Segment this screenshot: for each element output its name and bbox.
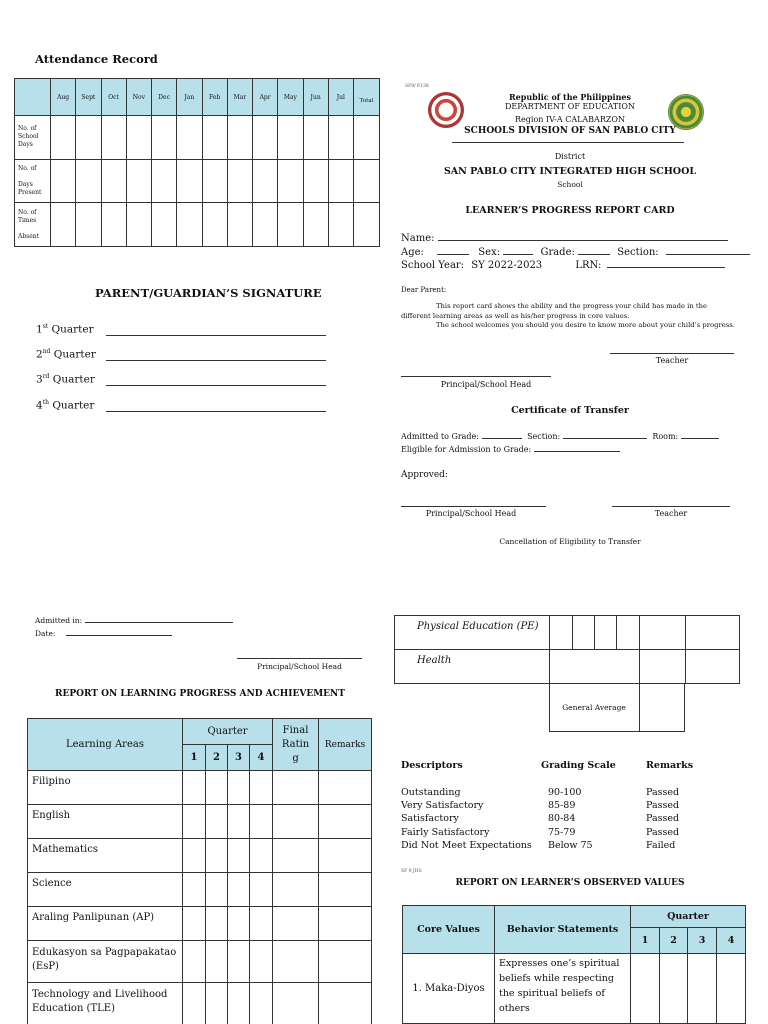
teacher-signature-field[interactable] — [612, 506, 730, 507]
remarks-cell[interactable] — [319, 839, 372, 873]
grade-cell[interactable] — [183, 805, 206, 839]
admitted-grade-field[interactable] — [482, 432, 522, 439]
signature-field[interactable] — [106, 403, 326, 412]
principal-label: Principal/School Head — [425, 509, 517, 518]
attendance-cell[interactable] — [227, 203, 252, 247]
observed-header-row — [403, 906, 746, 928]
grade-cell[interactable] — [183, 839, 206, 873]
admitted-in-field[interactable] — [85, 616, 233, 623]
learning-area-name: Edukasyon sa Pagpapakatao (EsP) — [28, 941, 183, 983]
scale: Below 75 — [548, 840, 593, 851]
learning-area-name: Technology and Livelihood Education (TLE) — [28, 983, 183, 1024]
attendance-cell[interactable] — [126, 159, 151, 203]
grade-cell[interactable] — [183, 941, 206, 983]
descriptors-header: Descriptors — [401, 760, 463, 771]
quarter-number: 1 — [183, 745, 206, 771]
principal-label: Principal/School Head — [440, 380, 532, 389]
attendance-cell[interactable] — [278, 203, 303, 247]
attendance-cell[interactable] — [76, 203, 101, 247]
school-name: SAN PABLO CITY INTEGRATED HIGH SCHOOL — [443, 166, 697, 177]
quarter-number: 2 — [206, 745, 228, 771]
attendance-cell[interactable] — [126, 116, 151, 160]
school-seal-icon — [668, 94, 704, 130]
remarks-cell[interactable] — [319, 873, 372, 907]
month-header: Aug — [51, 79, 76, 116]
final-rating-cell[interactable] — [273, 771, 319, 805]
department-heading: DEPARTMENT OF EDUCATION — [505, 102, 635, 111]
principal-signature-field[interactable] — [237, 658, 362, 659]
attendance-cell[interactable] — [76, 159, 101, 203]
row-label-line: Days — [18, 141, 33, 149]
descriptor: Outstanding — [401, 787, 461, 798]
observed-values-title: REPORT ON LEARNER’S OBSERVED VALUES — [455, 878, 685, 888]
table-row — [28, 907, 372, 941]
learning-area-name: Physical Education (PE) — [395, 616, 550, 650]
scale: 80-84 — [548, 813, 576, 824]
learning-areas-table-continued — [394, 615, 740, 684]
table-row — [395, 616, 740, 650]
final-rating-cell[interactable] — [273, 805, 319, 839]
grade-cell[interactable] — [595, 616, 617, 650]
row-label-line: Absent — [18, 232, 40, 240]
quarter-number: 4 — [250, 745, 273, 771]
final-rating-cell[interactable] — [640, 616, 686, 650]
general-average-label: General Average — [562, 703, 626, 712]
row-label-line — [18, 225, 50, 233]
grade-cell[interactable] — [183, 907, 206, 941]
grade-field[interactable] — [578, 246, 610, 255]
scale-remarks: Passed — [646, 827, 680, 838]
cancellation-heading: Cancellation of Eligibility to Transfer — [499, 537, 641, 546]
attendance-cell[interactable] — [76, 116, 101, 160]
attendance-cell[interactable] — [51, 159, 76, 203]
learning-area-name: Mathematics — [28, 839, 183, 873]
attendance-cell[interactable] — [152, 116, 177, 160]
grade-cell[interactable] — [206, 873, 228, 907]
date-row — [35, 629, 172, 638]
scale: 75-79 — [548, 827, 576, 838]
form-code: SF9/ F138 — [405, 84, 429, 89]
transfer-section-field[interactable] — [563, 432, 647, 439]
learning-areas-table — [27, 718, 372, 1024]
remarks-cell[interactable] — [319, 983, 372, 1024]
learning-area-name: English — [28, 805, 183, 839]
district-field[interactable] — [452, 142, 684, 143]
row-label — [15, 159, 51, 203]
attendance-cell[interactable] — [253, 116, 278, 160]
grade-cell[interactable] — [206, 907, 228, 941]
grade-cell[interactable] — [228, 941, 250, 983]
final-rating-cell[interactable] — [273, 839, 319, 873]
final-rating-header: Final Ratin g — [273, 719, 319, 771]
school-label: School — [557, 180, 583, 189]
row-label — [15, 116, 51, 160]
total-header: Total — [354, 79, 380, 116]
principal-signature-field[interactable] — [401, 506, 546, 507]
scale-remarks: Passed — [646, 800, 680, 811]
grade-cell[interactable] — [250, 805, 273, 839]
attendance-cell[interactable] — [177, 203, 202, 247]
attendance-title: Attendance Record — [35, 52, 158, 66]
room-label: Room: — [652, 432, 679, 441]
remarks-cell[interactable] — [319, 941, 372, 983]
transfer-section-label: Section: — [527, 432, 561, 441]
grade-cell[interactable] — [228, 805, 250, 839]
attendance-cell[interactable] — [152, 203, 177, 247]
attendance-total-cell[interactable] — [354, 116, 380, 160]
quarter-number: 4 — [717, 928, 746, 954]
room-field[interactable] — [681, 432, 719, 439]
form-code: SF 9 JHS — [401, 869, 422, 874]
scale: 90-100 — [548, 787, 582, 798]
grade-cell[interactable] — [228, 907, 250, 941]
division-seal-icon — [428, 92, 464, 128]
learning-area-name: Filipino — [28, 771, 183, 805]
parent-signature-title: PARENT/GUARDIAN’S SIGNATURE — [95, 286, 322, 300]
grade-cell[interactable] — [228, 771, 250, 805]
learning-progress-title: REPORT ON LEARNING PROGRESS AND ACHIEVEMENT — [55, 689, 345, 699]
attendance-cell[interactable] — [101, 203, 126, 247]
quarter-signature-line — [36, 348, 326, 361]
core-value: 1. Maka-Diyos — [403, 954, 495, 1024]
lrn-field[interactable] — [607, 259, 725, 268]
grade-cell[interactable] — [228, 839, 250, 873]
eligible-label: Eligible for Admission to Grade: — [401, 445, 532, 454]
quarter-header: Quarter — [631, 906, 746, 928]
quarter-header: Quarter — [183, 719, 273, 745]
core-values-header: Core Values — [403, 906, 495, 954]
attendance-cell[interactable] — [303, 116, 328, 160]
attendance-cell[interactable] — [328, 159, 353, 203]
descriptor: Did Not Meet Expectations — [401, 840, 532, 851]
section-field[interactable] — [666, 246, 750, 255]
principal-signature-field[interactable] — [401, 376, 551, 377]
quarter-signature-line — [36, 373, 326, 386]
lrn-label: LRN: — [575, 260, 602, 271]
admitted-in-label: Admitted in: — [35, 616, 83, 625]
general-average-divider — [639, 683, 640, 732]
month-header: Dec — [152, 79, 177, 116]
school-year-row — [401, 259, 725, 271]
month-header: Nov — [126, 79, 151, 116]
table-row — [395, 650, 740, 684]
grading-scale-header: Grading Scale — [541, 760, 616, 771]
learning-area-name: Science — [28, 873, 183, 907]
descriptor: Satisfactory — [401, 813, 459, 824]
teacher-label: Teacher — [654, 509, 688, 518]
attendance-cell[interactable] — [177, 159, 202, 203]
scale-remarks: Passed — [646, 813, 680, 824]
row-label-line — [18, 173, 50, 181]
attendance-cell[interactable] — [152, 159, 177, 203]
row-label-line: No. of — [18, 125, 37, 133]
table-row — [28, 941, 372, 983]
quarter-label: 4th Quarter — [36, 399, 95, 412]
grade-cell[interactable] — [250, 839, 273, 873]
table-row — [28, 983, 372, 1024]
table-row — [28, 805, 372, 839]
attendance-total-cell[interactable] — [354, 203, 380, 247]
attendance-cell[interactable] — [227, 116, 252, 160]
descriptor: Fairly Satisfactory — [401, 827, 490, 838]
grade-cell[interactable] — [250, 771, 273, 805]
attendance-row-school-days — [15, 116, 380, 160]
admitted-to-grade-row — [401, 432, 719, 441]
attendance-cell[interactable] — [253, 159, 278, 203]
grade-cell[interactable] — [250, 941, 273, 983]
scale: 85-89 — [548, 800, 576, 811]
admitted-in-row — [35, 616, 233, 625]
grade-cell[interactable] — [250, 873, 273, 907]
grade-cell[interactable] — [206, 805, 228, 839]
behavior-statements-header: Behavior Statements — [495, 906, 631, 954]
learning-areas-header: Learning Areas — [28, 719, 183, 771]
letter-paragraph: The school welcomes you should you desire to know more about your child’s progress. — [436, 321, 735, 330]
quarter-label: 1st Quarter — [36, 323, 94, 336]
eligible-row — [401, 445, 620, 454]
attendance-corner-cell — [15, 79, 51, 116]
attendance-cell[interactable] — [101, 116, 126, 160]
attendance-cell[interactable] — [51, 116, 76, 160]
observed-values-table — [402, 905, 746, 1024]
section-label: Section: — [617, 247, 659, 258]
letter-paragraph: This report card shows the ability and the progress your child has made in the different learning areas as well as his/her progress in core values. — [401, 302, 707, 320]
row-label-line: Times — [18, 216, 37, 224]
attendance-cell[interactable] — [303, 203, 328, 247]
quarter-signature-line — [36, 399, 326, 412]
remarks-cell[interactable] — [686, 650, 740, 684]
attendance-cell[interactable] — [177, 116, 202, 160]
age-label: Age: — [401, 247, 424, 258]
attendance-cell[interactable] — [202, 159, 227, 203]
month-header: Jul — [328, 79, 353, 116]
attendance-row-times-absent — [15, 203, 380, 247]
rating-cell[interactable] — [688, 954, 717, 1024]
final-rating-cell[interactable] — [273, 907, 319, 941]
attendance-total-cell[interactable] — [354, 159, 380, 203]
grade-cell[interactable] — [573, 616, 595, 650]
scale-remarks: Passed — [646, 787, 680, 798]
quarter-number: 2 — [660, 928, 688, 954]
month-header: May — [278, 79, 303, 116]
attendance-cell[interactable] — [101, 159, 126, 203]
remarks-cell[interactable] — [686, 616, 740, 650]
learning-area-name: Araling Panlipunan (AP) — [28, 907, 183, 941]
table-row — [28, 839, 372, 873]
quarter-number: 1 — [631, 928, 660, 954]
attendance-cell[interactable] — [328, 203, 353, 247]
rating-cell[interactable] — [717, 954, 746, 1024]
teacher-label: Teacher — [655, 356, 689, 365]
admitted-grade-label: Admitted to Grade: — [401, 432, 479, 441]
republic-heading: Republic of the Philippines — [508, 92, 631, 102]
signature-field[interactable] — [106, 327, 326, 336]
month-header: Jun — [303, 79, 328, 116]
quarter-number: 3 — [228, 745, 250, 771]
quarter-signature-line — [36, 323, 326, 336]
grade-cell[interactable] — [206, 941, 228, 983]
month-header: Mar — [227, 79, 252, 116]
final-rating-cell[interactable] — [273, 873, 319, 907]
report-card-title: LEARNER’S PROGRESS REPORT CARD — [465, 205, 675, 216]
rating-cell[interactable] — [660, 954, 688, 1024]
signature-field[interactable] — [106, 352, 326, 361]
grade-cell[interactable] — [183, 873, 206, 907]
name-field[interactable] — [438, 232, 728, 241]
table-row — [403, 954, 746, 1024]
scale-remarks: Failed — [646, 840, 676, 851]
name-row — [401, 232, 728, 244]
grade-cell[interactable] — [206, 983, 228, 1024]
month-header: Sept — [76, 79, 101, 116]
quarter-number: 3 — [688, 928, 717, 954]
region-heading: Region IV-A CALABARZON — [515, 115, 625, 124]
sex-label: Sex: — [478, 247, 501, 258]
row-label-line: School — [18, 133, 39, 141]
attendance-cell[interactable] — [227, 159, 252, 203]
sex-field[interactable] — [503, 246, 533, 255]
attendance-cell[interactable] — [278, 116, 303, 160]
school-year-value: SY 2022-2023 — [471, 260, 543, 271]
eligible-field[interactable] — [534, 445, 620, 452]
learning-area-name: Health — [395, 650, 550, 684]
attendance-row-days-present — [15, 159, 380, 203]
grade-cell[interactable] — [250, 907, 273, 941]
grade-label: Grade: — [540, 247, 575, 258]
row-label-line: Days — [18, 180, 33, 188]
row-label-line: No. of — [18, 164, 37, 172]
approved-label: Approved: — [401, 470, 448, 480]
date-field[interactable] — [66, 629, 172, 636]
letter-body — [401, 302, 737, 331]
descriptor: Very Satisfactory — [401, 800, 484, 811]
grade-cell[interactable] — [250, 983, 273, 1024]
final-rating-cell[interactable] — [273, 941, 319, 983]
final-rating-cell[interactable] — [640, 650, 686, 684]
attendance-cell[interactable] — [51, 203, 76, 247]
grade-cell[interactable] — [550, 650, 640, 684]
attendance-cell[interactable] — [278, 159, 303, 203]
remarks-cell[interactable] — [319, 805, 372, 839]
signature-field[interactable] — [106, 377, 326, 386]
learning-header-row — [28, 719, 372, 745]
school-year-label: School Year: — [401, 260, 465, 271]
grade-cell[interactable] — [617, 616, 640, 650]
letter-salutation: Dear Parent: — [401, 286, 447, 294]
month-header: Oct — [101, 79, 126, 116]
attendance-cell[interactable] — [303, 159, 328, 203]
division-heading: SCHOOLS DIVISION OF SAN PABLO CITY — [464, 126, 676, 136]
grade-cell[interactable] — [550, 616, 573, 650]
grade-cell[interactable] — [228, 983, 250, 1024]
principal-label: Principal/School Head — [257, 662, 342, 671]
table-row — [28, 873, 372, 907]
rating-cell[interactable] — [631, 954, 660, 1024]
attendance-table — [14, 78, 380, 247]
quarter-label: 2nd Quarter — [36, 348, 96, 361]
grade-cell[interactable] — [206, 839, 228, 873]
final-rating-cell[interactable] — [273, 983, 319, 1024]
row-label — [15, 203, 51, 247]
month-header: Apr — [253, 79, 278, 116]
quarter-label: 3rd Quarter — [36, 373, 95, 386]
row-label-line: Present — [18, 188, 42, 196]
name-label: Name: — [401, 233, 435, 244]
grade-cell[interactable] — [228, 873, 250, 907]
age-sex-grade-row — [401, 246, 750, 258]
month-header: Jan — [177, 79, 202, 116]
attendance-cell[interactable] — [126, 203, 151, 247]
behavior-statement: Expresses one’s spiritual beliefs while respecting the spiritual beliefs of others — [495, 954, 631, 1024]
attendance-cell[interactable] — [202, 116, 227, 160]
certificate-title: Certificate of Transfer — [511, 405, 629, 416]
attendance-cell[interactable] — [253, 203, 278, 247]
district-label: District — [554, 152, 586, 161]
remarks-cell[interactable] — [319, 771, 372, 805]
attendance-header-row — [15, 79, 380, 116]
remarks-header: Remarks — [646, 760, 694, 771]
teacher-signature-field[interactable] — [610, 353, 734, 354]
remarks-cell[interactable] — [319, 907, 372, 941]
grade-cell[interactable] — [183, 983, 206, 1024]
grade-cell[interactable] — [183, 771, 206, 805]
table-row — [28, 771, 372, 805]
row-label-line: No. of — [18, 208, 37, 216]
remarks-header: Remarks — [319, 719, 372, 771]
date-label: Date: — [35, 629, 56, 638]
age-field[interactable] — [437, 246, 469, 255]
attendance-cell[interactable] — [202, 203, 227, 247]
month-header: Feb — [202, 79, 227, 116]
grade-cell[interactable] — [206, 771, 228, 805]
attendance-cell[interactable] — [328, 116, 353, 160]
